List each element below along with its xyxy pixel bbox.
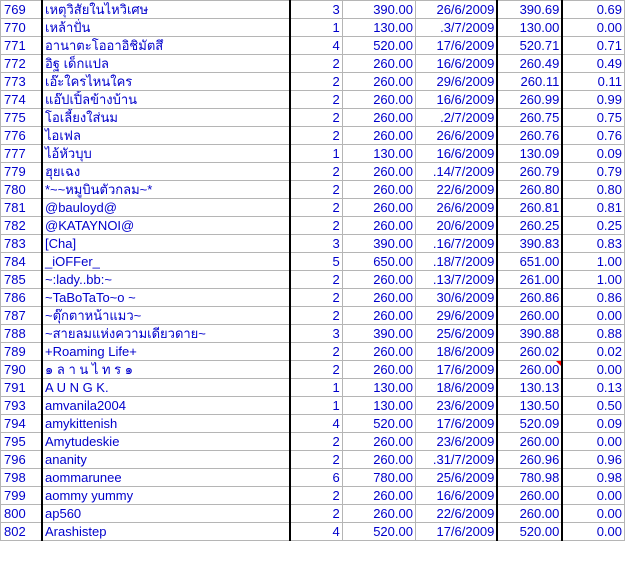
name-cell[interactable]: อิฐ เด็กแปล: [42, 55, 290, 73]
date-cell[interactable]: 17/6/2009: [415, 415, 497, 433]
name-cell[interactable]: เหล้าปั่น: [42, 19, 290, 37]
quantity-cell[interactable]: 3: [290, 1, 343, 19]
quantity-cell[interactable]: 3: [290, 325, 343, 343]
price-cell[interactable]: 260.00: [342, 505, 415, 523]
name-cell[interactable]: ไอเฟล: [42, 127, 290, 145]
name-cell[interactable]: amykittenish: [42, 415, 290, 433]
fraction-cell[interactable]: 0.02: [562, 343, 624, 361]
table-row: [1, 145, 625, 163]
table-row: [1, 109, 625, 127]
date-cell[interactable]: .14/7/2009: [415, 163, 497, 181]
fraction-cell[interactable]: 0.80: [562, 181, 624, 199]
price-cell[interactable]: 390.00: [342, 235, 415, 253]
fraction-cell[interactable]: 1.00: [562, 271, 624, 289]
date-cell[interactable]: 26/6/2009: [415, 1, 497, 19]
date-cell[interactable]: 16/6/2009: [415, 487, 497, 505]
name-cell[interactable]: aommarunee: [42, 469, 290, 487]
name-cell[interactable]: ฮุยเฉง: [42, 163, 290, 181]
date-cell[interactable]: .3/7/2009: [415, 19, 497, 37]
total-cell[interactable]: 260.00: [497, 505, 562, 523]
date-cell[interactable]: 20/6/2009: [415, 217, 497, 235]
total-cell[interactable]: 260.80: [497, 181, 562, 199]
table-row: [1, 289, 625, 307]
fraction-cell[interactable]: 0.50: [562, 397, 624, 415]
fraction-cell[interactable]: 0.69: [562, 1, 624, 19]
date-cell[interactable]: 17/6/2009: [415, 37, 497, 55]
row-id-cell[interactable]: 802: [1, 523, 43, 541]
table-row: [1, 397, 625, 415]
fraction-cell[interactable]: 0.88: [562, 325, 624, 343]
price-cell[interactable]: 780.00: [342, 469, 415, 487]
fraction-cell[interactable]: 0.86: [562, 289, 624, 307]
total-cell[interactable]: 260.00: [497, 307, 562, 325]
name-cell[interactable]: เอ๊ะใครไหนใคร: [42, 73, 290, 91]
fraction-cell[interactable]: 0.00: [562, 361, 624, 379]
price-cell[interactable]: 260.00: [342, 433, 415, 451]
name-cell[interactable]: ~:lady..bb:~: [42, 271, 290, 289]
total-cell[interactable]: 260.49: [497, 55, 562, 73]
quantity-cell[interactable]: 2: [290, 181, 343, 199]
table-row: [1, 73, 625, 91]
date-cell[interactable]: 29/6/2009: [415, 73, 497, 91]
fraction-cell[interactable]: 0.00: [562, 505, 624, 523]
date-cell[interactable]: 23/6/2009: [415, 433, 497, 451]
date-cell[interactable]: 16/6/2009: [415, 145, 497, 163]
total-cell[interactable]: 651.00: [497, 253, 562, 271]
name-cell[interactable]: ap560: [42, 505, 290, 523]
quantity-cell[interactable]: 2: [290, 505, 343, 523]
row-id-cell[interactable]: 789: [1, 343, 43, 361]
quantity-cell[interactable]: 2: [290, 343, 343, 361]
name-cell[interactable]: *~~หมูบินตัวกลม~*: [42, 181, 290, 199]
row-id-cell[interactable]: 794: [1, 415, 43, 433]
price-cell[interactable]: 390.00: [342, 1, 415, 19]
date-cell[interactable]: 26/6/2009: [415, 127, 497, 145]
table-row: [1, 523, 625, 541]
total-cell[interactable]: 130.50: [497, 397, 562, 415]
table-row: [1, 325, 625, 343]
table-row: [1, 37, 625, 55]
quantity-cell[interactable]: 2: [290, 451, 343, 469]
price-cell[interactable]: 390.00: [342, 325, 415, 343]
row-id-cell[interactable]: 777: [1, 145, 43, 163]
fraction-cell[interactable]: 0.96: [562, 451, 624, 469]
date-cell[interactable]: 16/6/2009: [415, 55, 497, 73]
row-id-cell[interactable]: 772: [1, 55, 43, 73]
total-cell[interactable]: 260.00: [497, 361, 562, 379]
total-cell[interactable]: 130.13: [497, 379, 562, 397]
row-id-cell[interactable]: 782: [1, 217, 43, 235]
quantity-cell[interactable]: 4: [290, 523, 343, 541]
fraction-cell[interactable]: 0.00: [562, 433, 624, 451]
price-cell[interactable]: 260.00: [342, 109, 415, 127]
price-cell[interactable]: 260.00: [342, 487, 415, 505]
name-cell[interactable]: อานาตะโออาอิชิมัตสึ: [42, 37, 290, 55]
price-cell[interactable]: 130.00: [342, 397, 415, 415]
table-row: [1, 451, 625, 469]
name-cell[interactable]: @KATAYNOI@: [42, 217, 290, 235]
table-row: [1, 343, 625, 361]
row-id-cell[interactable]: 795: [1, 433, 43, 451]
row-id-cell[interactable]: 770: [1, 19, 43, 37]
quantity-cell[interactable]: 2: [290, 55, 343, 73]
row-id-cell[interactable]: 775: [1, 109, 43, 127]
row-id-cell[interactable]: 796: [1, 451, 43, 469]
row-id-cell[interactable]: 783: [1, 235, 43, 253]
row-id-cell[interactable]: 779: [1, 163, 43, 181]
fraction-cell[interactable]: 0.25: [562, 217, 624, 235]
table-row: [1, 127, 625, 145]
row-id-cell[interactable]: 776: [1, 127, 43, 145]
total-cell[interactable]: 260.00: [497, 433, 562, 451]
fraction-cell[interactable]: 0.75: [562, 109, 624, 127]
quantity-cell[interactable]: 2: [290, 487, 343, 505]
total-cell[interactable]: 260.81: [497, 199, 562, 217]
table-row: [1, 181, 625, 199]
date-cell[interactable]: 17/6/2009: [415, 361, 497, 379]
table-row: [1, 55, 625, 73]
fraction-cell[interactable]: 0.83: [562, 235, 624, 253]
date-cell[interactable]: .2/7/2009: [415, 109, 497, 127]
price-cell[interactable]: 260.00: [342, 361, 415, 379]
row-id-cell[interactable]: 774: [1, 91, 43, 109]
price-cell[interactable]: 260.00: [342, 73, 415, 91]
total-cell[interactable]: 390.88: [497, 325, 562, 343]
fraction-cell[interactable]: 0.11: [562, 73, 624, 91]
name-cell[interactable]: ~ตุ๊กตาหน้าแมว~: [42, 307, 290, 325]
price-cell[interactable]: 260.00: [342, 163, 415, 181]
price-cell[interactable]: 260.00: [342, 127, 415, 145]
name-cell[interactable]: เหตุวิสัยในไหวิเศษ: [42, 1, 290, 19]
name-cell[interactable]: ~TaBoTaTo~o ~: [42, 289, 290, 307]
table-row: [1, 1, 625, 19]
name-cell[interactable]: aommy yummy: [42, 487, 290, 505]
row-id-cell[interactable]: 791: [1, 379, 43, 397]
quantity-cell[interactable]: 2: [290, 73, 343, 91]
table-row: [1, 163, 625, 181]
row-id-cell[interactable]: 784: [1, 253, 43, 271]
name-cell[interactable]: A U N G K.: [42, 379, 290, 397]
name-cell[interactable]: _iOFFer_: [42, 253, 290, 271]
fraction-cell[interactable]: 0.00: [562, 487, 624, 505]
price-cell[interactable]: 130.00: [342, 19, 415, 37]
date-cell[interactable]: 17/6/2009: [415, 523, 497, 541]
price-cell[interactable]: 260.00: [342, 451, 415, 469]
total-cell[interactable]: 260.11: [497, 73, 562, 91]
table-row: [1, 415, 625, 433]
date-cell[interactable]: 29/6/2009: [415, 307, 497, 325]
name-cell[interactable]: ananity: [42, 451, 290, 469]
date-cell[interactable]: 16/6/2009: [415, 91, 497, 109]
name-cell[interactable]: [Cha]: [42, 235, 290, 253]
table-row: [1, 433, 625, 451]
total-cell[interactable]: 260.75: [497, 109, 562, 127]
row-id-cell[interactable]: 798: [1, 469, 43, 487]
total-cell[interactable]: 260.86: [497, 289, 562, 307]
table-row: [1, 19, 625, 37]
quantity-cell[interactable]: 2: [290, 307, 343, 325]
name-cell[interactable]: โอเลี้ยงใส่นม: [42, 109, 290, 127]
price-cell[interactable]: 260.00: [342, 181, 415, 199]
fraction-cell[interactable]: 0.71: [562, 37, 624, 55]
quantity-cell[interactable]: 1: [290, 19, 343, 37]
fraction-cell[interactable]: 0.99: [562, 91, 624, 109]
row-id-cell[interactable]: 788: [1, 325, 43, 343]
quantity-cell[interactable]: 1: [290, 397, 343, 415]
fraction-cell[interactable]: 0.09: [562, 415, 624, 433]
table-row: [1, 307, 625, 325]
row-id-cell[interactable]: 785: [1, 271, 43, 289]
date-cell[interactable]: 22/6/2009: [415, 505, 497, 523]
quantity-cell[interactable]: 5: [290, 253, 343, 271]
date-cell[interactable]: .18/7/2009: [415, 253, 497, 271]
price-cell[interactable]: 520.00: [342, 37, 415, 55]
name-cell[interactable]: ไอ้หัวบุบ: [42, 145, 290, 163]
row-id-cell[interactable]: 769: [1, 1, 43, 19]
total-cell[interactable]: 390.69: [497, 1, 562, 19]
row-id-cell[interactable]: 799: [1, 487, 43, 505]
date-cell[interactable]: 18/6/2009: [415, 379, 497, 397]
spreadsheet-body: [1, 1, 625, 541]
total-cell[interactable]: 260.25: [497, 217, 562, 235]
row-id-cell[interactable]: 786: [1, 289, 43, 307]
price-cell[interactable]: 520.00: [342, 523, 415, 541]
price-cell[interactable]: 260.00: [342, 271, 415, 289]
quantity-cell[interactable]: 1: [290, 145, 343, 163]
date-cell[interactable]: 26/6/2009: [415, 199, 497, 217]
table-row: [1, 271, 625, 289]
price-cell[interactable]: 260.00: [342, 199, 415, 217]
total-cell[interactable]: 520.00: [497, 523, 562, 541]
fraction-cell[interactable]: 0.79: [562, 163, 624, 181]
price-cell[interactable]: 520.00: [342, 415, 415, 433]
price-cell[interactable]: 130.00: [342, 145, 415, 163]
date-cell[interactable]: 25/6/2009: [415, 325, 497, 343]
fraction-cell[interactable]: 0.00: [562, 523, 624, 541]
total-cell[interactable]: 260.79: [497, 163, 562, 181]
table-row: [1, 217, 625, 235]
name-cell[interactable]: ~สายลมแห่งความเดียวดาย~: [42, 325, 290, 343]
price-cell[interactable]: 650.00: [342, 253, 415, 271]
total-cell[interactable]: 780.98: [497, 469, 562, 487]
fraction-cell[interactable]: 0.13: [562, 379, 624, 397]
table-row: [1, 487, 625, 505]
name-cell[interactable]: แอ๊ปเปิ้ลข้างบ้าน: [42, 91, 290, 109]
name-cell[interactable]: Amytudeskie: [42, 433, 290, 451]
total-cell[interactable]: 260.99: [497, 91, 562, 109]
total-cell[interactable]: 130.00: [497, 19, 562, 37]
date-cell[interactable]: 25/6/2009: [415, 469, 497, 487]
fraction-cell[interactable]: 0.76: [562, 127, 624, 145]
row-id-cell[interactable]: 790: [1, 361, 43, 379]
price-cell[interactable]: 260.00: [342, 289, 415, 307]
quantity-cell[interactable]: 1: [290, 379, 343, 397]
fraction-cell[interactable]: 1.00: [562, 253, 624, 271]
date-cell[interactable]: 22/6/2009: [415, 181, 497, 199]
row-id-cell[interactable]: 780: [1, 181, 43, 199]
table-row: [1, 379, 625, 397]
row-id-cell[interactable]: 787: [1, 307, 43, 325]
total-cell[interactable]: 260.96: [497, 451, 562, 469]
total-cell[interactable]: 130.09: [497, 145, 562, 163]
date-cell[interactable]: 23/6/2009: [415, 397, 497, 415]
fraction-cell[interactable]: 0.98: [562, 469, 624, 487]
total-cell[interactable]: 260.76: [497, 127, 562, 145]
quantity-cell[interactable]: 2: [290, 163, 343, 181]
date-cell[interactable]: .31/7/2009: [415, 451, 497, 469]
date-cell[interactable]: .16/7/2009: [415, 235, 497, 253]
quantity-cell[interactable]: 2: [290, 433, 343, 451]
total-cell[interactable]: 390.83: [497, 235, 562, 253]
price-cell[interactable]: 260.00: [342, 307, 415, 325]
date-cell[interactable]: 18/6/2009: [415, 343, 497, 361]
total-cell[interactable]: 260.00: [497, 487, 562, 505]
table-row: [1, 253, 625, 271]
date-cell[interactable]: .13/7/2009: [415, 271, 497, 289]
name-cell[interactable]: amvanila2004: [42, 397, 290, 415]
row-id-cell[interactable]: 773: [1, 73, 43, 91]
table-row: [1, 469, 625, 487]
price-cell[interactable]: 260.00: [342, 55, 415, 73]
name-cell[interactable]: +Roaming Life+: [42, 343, 290, 361]
quantity-cell[interactable]: 2: [290, 91, 343, 109]
table-row: [1, 91, 625, 109]
row-id-cell[interactable]: 781: [1, 199, 43, 217]
table-row: [1, 505, 625, 523]
total-cell[interactable]: 260.02: [497, 343, 562, 361]
quantity-cell[interactable]: 4: [290, 415, 343, 433]
name-cell[interactable]: Arashistep: [42, 523, 290, 541]
row-id-cell[interactable]: 800: [1, 505, 43, 523]
row-id-cell[interactable]: 771: [1, 37, 43, 55]
fraction-cell[interactable]: 0.49: [562, 55, 624, 73]
fraction-cell[interactable]: 0.81: [562, 199, 624, 217]
date-cell[interactable]: 30/6/2009: [415, 289, 497, 307]
quantity-cell[interactable]: 2: [290, 217, 343, 235]
price-cell[interactable]: 130.00: [342, 379, 415, 397]
price-cell[interactable]: 260.00: [342, 343, 415, 361]
price-cell[interactable]: 260.00: [342, 91, 415, 109]
name-cell[interactable]: @bauloyd@: [42, 199, 290, 217]
quantity-cell[interactable]: 2: [290, 199, 343, 217]
total-cell[interactable]: 261.00: [497, 271, 562, 289]
quantity-cell[interactable]: 4: [290, 37, 343, 55]
quantity-cell[interactable]: 2: [290, 271, 343, 289]
table-row: [1, 361, 625, 379]
quantity-cell[interactable]: 2: [290, 289, 343, 307]
fraction-cell[interactable]: 0.09: [562, 145, 624, 163]
fraction-cell[interactable]: 0.00: [562, 19, 624, 37]
name-cell[interactable]: ๑ ล า น ไ ท ร ๑: [42, 361, 290, 379]
quantity-cell[interactable]: 6: [290, 469, 343, 487]
price-cell[interactable]: 260.00: [342, 217, 415, 235]
fraction-cell[interactable]: 0.00: [562, 307, 624, 325]
quantity-cell[interactable]: 2: [290, 109, 343, 127]
total-cell[interactable]: 520.71: [497, 37, 562, 55]
quantity-cell[interactable]: 2: [290, 361, 343, 379]
row-id-cell[interactable]: 793: [1, 397, 43, 415]
total-cell[interactable]: 520.09: [497, 415, 562, 433]
table-row: [1, 199, 625, 217]
table-row: [1, 235, 625, 253]
quantity-cell[interactable]: 3: [290, 235, 343, 253]
quantity-cell[interactable]: 2: [290, 127, 343, 145]
